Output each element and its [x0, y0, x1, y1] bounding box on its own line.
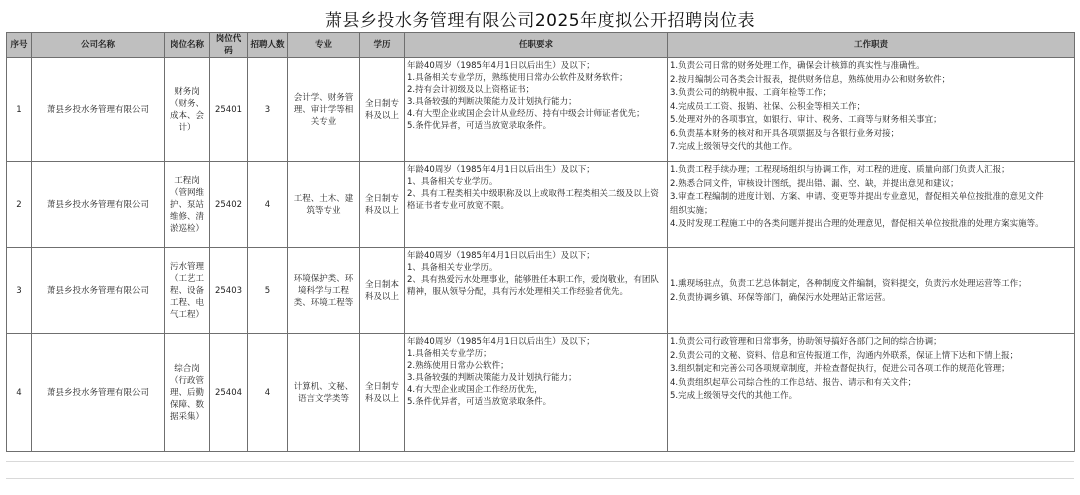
cell-company[interactable]: 萧县乡投水务管理有限公司 [32, 334, 165, 452]
cell-code[interactable]: 25404 [210, 334, 248, 452]
empty-grid-rows[interactable] [6, 461, 1074, 495]
table-row [7, 334, 1075, 452]
cell-duties[interactable] [668, 334, 1075, 452]
cell-duties[interactable] [668, 162, 1075, 248]
header-count: 招聘人数 [248, 33, 288, 58]
cell-company[interactable]: 萧县乡投水务管理有限公司 [32, 248, 165, 334]
cell-no[interactable]: 1 [7, 58, 32, 162]
cell-requirements[interactable] [405, 248, 668, 334]
table-row [7, 248, 1075, 334]
header-row [7, 33, 1075, 58]
cell-count[interactable]: 5 [248, 248, 288, 334]
requirement-line: 5.条件优异者，可适当放宽录取条件。 [407, 121, 552, 131]
duty-line: 4.负责组织起草公司综合性的工作总结、报告、请示和有关文件； [670, 377, 917, 388]
requirement-line: 2.熟练使用日常办公软件； [407, 361, 509, 371]
cell-major[interactable]: 计算机、文秘、语言文学类等 [288, 334, 360, 452]
duty-line: 2.负责协调乡镇、环保等部门，确保污水处理站正常运营。 [670, 292, 891, 303]
duty-line: 2.熟悉合同文件，审核设计图纸，提出错、漏、空、缺，并提出意见和建议； [670, 178, 959, 189]
requirement-line: 2、具有工程类相关中级职称及以上或取得工程类相关二级及以上资 [407, 189, 659, 199]
cell-education[interactable]: 全日制专科及以上 [360, 162, 405, 248]
cell-count[interactable]: 3 [248, 58, 288, 162]
requirement-line: 年龄40周岁（1985年4月1日以后出生）及以下； [407, 337, 595, 347]
requirement-line: 年龄40周岁（1985年4月1日以后出生）及以下； [407, 251, 595, 261]
header-major: 专业 [288, 33, 360, 58]
duty-line: 3.负责公司的纳税申报、工商年检等工作； [670, 88, 832, 98]
requirement-line: 4.有大型企业或国企工作经历优先， [407, 385, 543, 395]
duty-line: 1.熏现场驻点，负责工艺总体制定，各种制度文件编制，资料提交，负责污水处理运营等工作； [670, 279, 1027, 289]
requirement-line: 1.具备相关专业学历，熟练使用日常办公软件及财务软件； [407, 73, 628, 83]
requirement-line: 1、具备相关专业学历。 [407, 177, 498, 187]
cell-position[interactable]: 工程岗（管网维护、泵站维修、清淤巡检） [165, 162, 210, 248]
cell-education[interactable]: 全日制本科及以上 [360, 248, 405, 334]
header-duties: 工作职责 [668, 33, 1075, 58]
cell-position[interactable]: 污水管理（工艺工程、设备工程、电气工程） [165, 248, 210, 334]
duty-line: 5.完成上级领导交代的其他工作。 [670, 391, 798, 401]
duty-line: 7.完成上级领导交代的其他工作。 [670, 142, 798, 152]
cell-position[interactable]: 财务岗（财务、成本、会计） [165, 58, 210, 162]
cell-major[interactable]: 工程、土木、建筑等专业 [288, 162, 360, 248]
cell-code[interactable]: 25403 [210, 248, 248, 334]
cell-count[interactable]: 4 [248, 334, 288, 452]
duty-line: 6.负责基本财务的核对和开具各项票据及与各银行业务对接； [670, 128, 900, 139]
requirement-line: 格证书者专业可放宽不限。 [407, 201, 510, 211]
cell-duties[interactable] [668, 248, 1075, 334]
cell-education[interactable]: 全日制专科及以上 [360, 58, 405, 162]
requirement-line: 4.有大型企业或国企会计从业经历、持有中级会计师证者优先； [407, 109, 645, 119]
requirement-line: 5.条件优异者，可适当放宽录取条件。 [407, 397, 552, 407]
duty-line: 4.及时发现工程施工中的各类问题并提出合理的处理意见，督促相关单位按批准的处理方案实施等。 [670, 219, 1044, 229]
table-row [7, 58, 1075, 162]
duty-line: 2.按月编制公司各类会计报表，提供财务信息，熟练使用办公和财务软件； [670, 74, 951, 85]
cell-major[interactable]: 环境保护类、环境科学与工程类、环境工程等 [288, 248, 360, 334]
header-requirements: 任职要求 [405, 33, 668, 58]
header-no: 序号 [7, 33, 32, 58]
duty-line: 2.负责公司的文秘、资料、信息和宣传报道工作，沟通内外联系，保证上情下达和下情上报； [670, 350, 1019, 361]
duty-line: 5.处理对外的各项事宜，如银行、审计、税务、工商等与财务相关事宜； [670, 115, 942, 125]
cell-code[interactable]: 25401 [210, 58, 248, 162]
page-title: 萧县乡投水务管理有限公司2025年度拟公开招聘岗位表 [324, 11, 756, 31]
header-education: 学历 [360, 33, 405, 58]
cell-duties[interactable] [668, 58, 1075, 162]
duty-line: 3.审查工程编制的进度计划、方案、申请、变更等并提出专业意见，督促相关单位按批准的意见文件 [670, 192, 1044, 202]
requirement-line: 2、具有热爱污水处理事业，能够胜任本职工作，爱岗敬业，有团队 [407, 275, 659, 285]
requirement-line: 1.具备相关专业学历； [407, 349, 492, 359]
cell-position[interactable]: 综合岗（行政管理、后勤保障、数据采集） [165, 334, 210, 452]
requirement-line: 年龄40周岁（1985年4月1日以后出生）及以下； [407, 165, 595, 175]
cell-requirements[interactable] [405, 58, 668, 162]
requirement-line: 3.具备较强的判断决策能力及计划执行能力； [407, 373, 577, 383]
requirement-line: 年龄40周岁（1985年4月1日以后出生）及以下； [407, 61, 595, 71]
header-code: 岗位代码 [210, 33, 248, 58]
header-company: 公司名称 [32, 33, 165, 58]
cell-no[interactable]: 4 [7, 334, 32, 452]
duty-line: 3.组织制定和完善公司各项规章制度，并检查督促执行，促进公司各项工作的规范化管理； [670, 364, 1010, 374]
duty-line: 1.负责工程手续办理；工程现场组织与协调工作，对工程的进度、质量向部门负责人汇报； [670, 165, 1010, 175]
duty-line: 1.负责公司日常的财务处理工作，确保会计核算的真实性与准确性。 [670, 61, 925, 71]
cell-requirements[interactable] [405, 334, 668, 452]
cell-company[interactable]: 萧县乡投水务管理有限公司 [32, 58, 165, 162]
duty-line: 1.负责公司行政管理和日常事务，协助领导搞好各部门之间的综合协调； [670, 337, 942, 347]
cell-education[interactable]: 全日制专科及以上 [360, 334, 405, 452]
duty-line: 4.完成员工工资、报销、社保、公积金等相关工作； [670, 101, 866, 112]
requirement-line: 1、具备相关专业学历。 [407, 263, 498, 273]
cell-count[interactable]: 4 [248, 162, 288, 248]
cell-no[interactable]: 3 [7, 248, 32, 334]
cell-no[interactable]: 2 [7, 162, 32, 248]
cell-requirements[interactable] [405, 162, 668, 248]
requirement-line: 3.具备较强的判断决策能力及计划执行能力； [407, 97, 577, 107]
cell-company[interactable]: 萧县乡投水务管理有限公司 [32, 162, 165, 248]
cell-code[interactable]: 25402 [210, 162, 248, 248]
header-position: 岗位名称 [165, 33, 210, 58]
requirement-line: 精神，服从领导分配，具有污水处理相关工作经验者优先。 [407, 287, 629, 297]
cell-major[interactable]: 会计学、财务管理、审计学等相关专业 [288, 58, 360, 162]
requirement-line: 2.持有会计初级及以上资格证书； [407, 85, 535, 95]
duty-line: 组织实施； [670, 205, 713, 216]
table-row [7, 162, 1075, 248]
job-table [6, 32, 1075, 452]
